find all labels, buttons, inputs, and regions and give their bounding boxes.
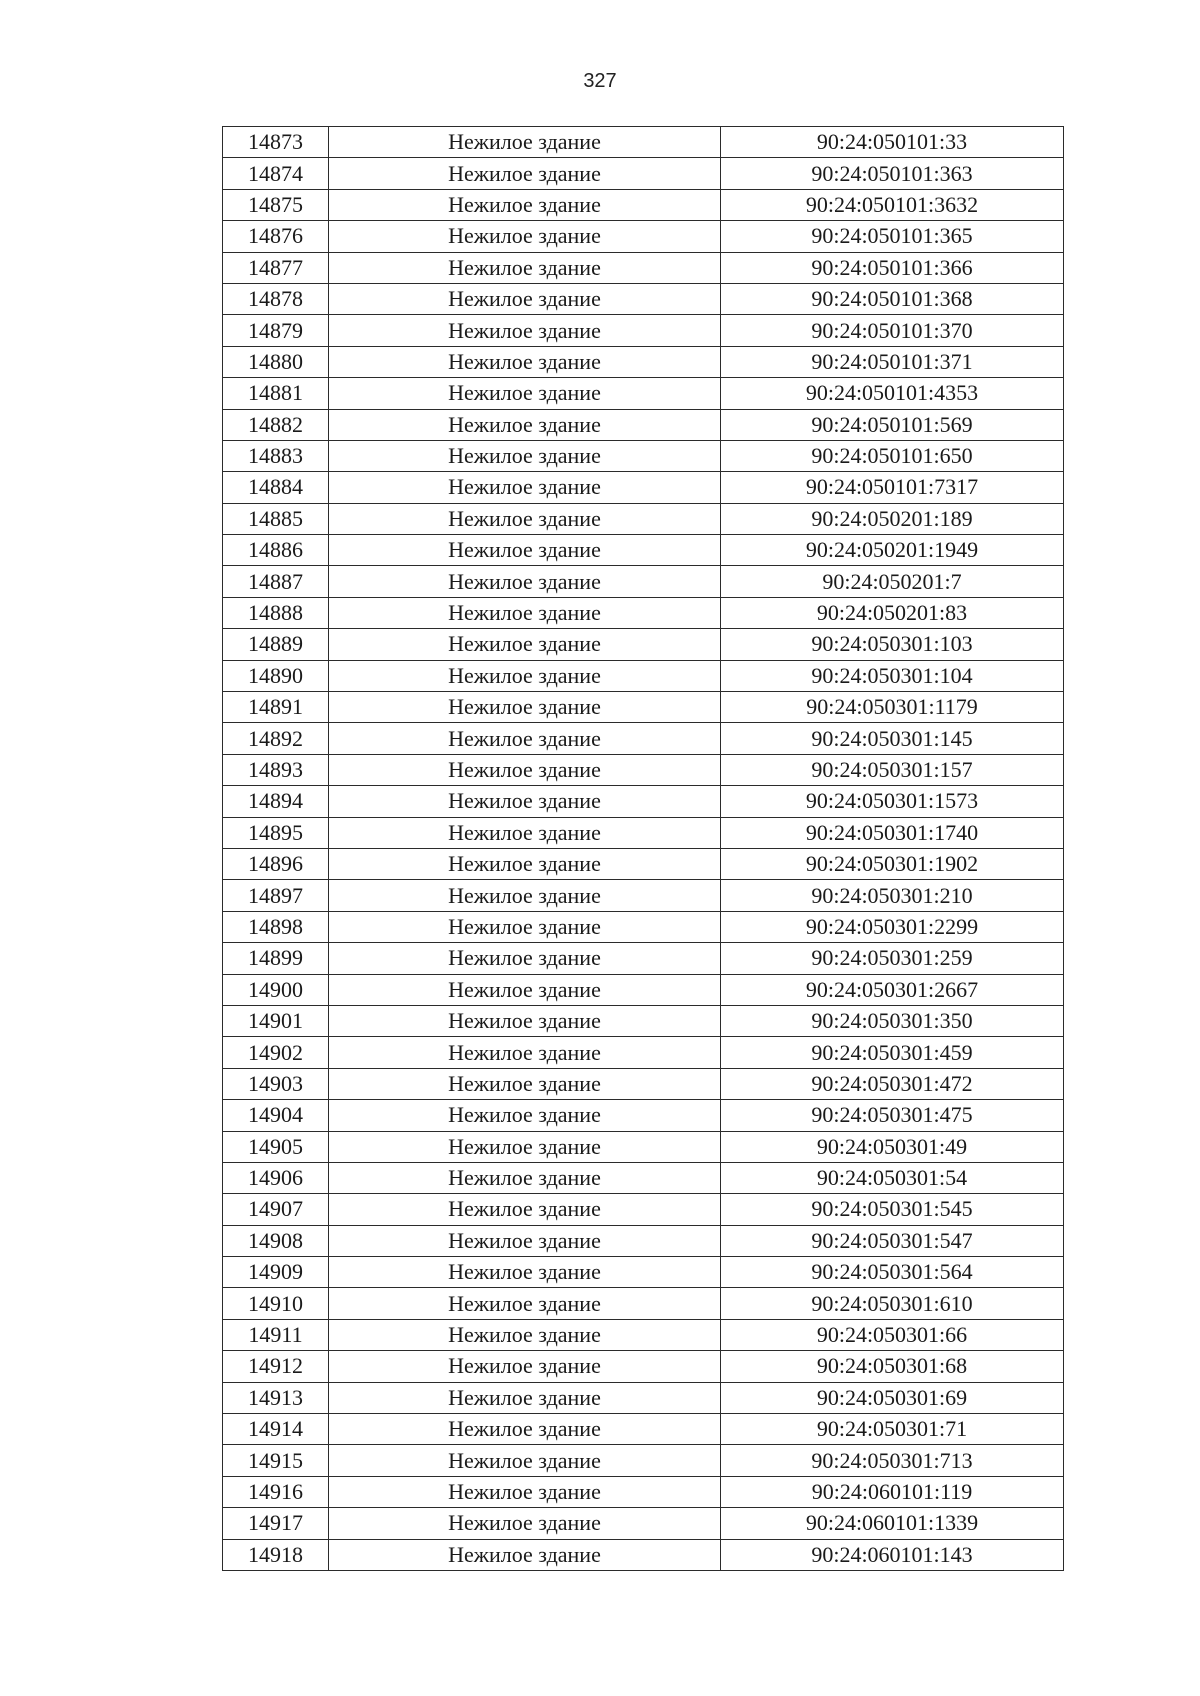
- object-type-cell: Нежилое здание: [329, 252, 721, 283]
- table-row: [223, 1445, 1064, 1476]
- object-type-cell: Нежилое здание: [329, 566, 721, 597]
- row-number-cell: 14913: [223, 1382, 329, 1413]
- row-number-cell: 14897: [223, 880, 329, 911]
- row-number-cell: 14890: [223, 660, 329, 691]
- table-row: [223, 1005, 1064, 1036]
- table-row: [223, 1476, 1064, 1507]
- object-type-cell: Нежилое здание: [329, 535, 721, 566]
- row-number-cell: 14900: [223, 974, 329, 1005]
- cadastral-number-cell: 90:24:050101:370: [721, 315, 1064, 346]
- table-row: [223, 1382, 1064, 1413]
- cadastral-number-cell: 90:24:050101:650: [721, 440, 1064, 471]
- table-row: [223, 848, 1064, 879]
- cadastral-number-cell: 90:24:050101:366: [721, 252, 1064, 283]
- row-number-cell: 14879: [223, 315, 329, 346]
- row-number-cell: 14909: [223, 1257, 329, 1288]
- cadastral-number-cell: 90:24:050301:1902: [721, 848, 1064, 879]
- row-number-cell: 14911: [223, 1319, 329, 1350]
- row-number-cell: 14907: [223, 1194, 329, 1225]
- object-type-cell: Нежилое здание: [329, 1319, 721, 1350]
- cadastral-number-cell: 90:24:050301:610: [721, 1288, 1064, 1319]
- object-type-cell: Нежилое здание: [329, 597, 721, 628]
- row-number-cell: 14898: [223, 911, 329, 942]
- row-number-cell: 14875: [223, 189, 329, 220]
- row-number-cell: 14903: [223, 1068, 329, 1099]
- cadastral-number-cell: 90:24:050101:371: [721, 346, 1064, 377]
- row-number-cell: 14873: [223, 127, 329, 158]
- table-row: [223, 1037, 1064, 1068]
- object-type-cell: Нежилое здание: [329, 1225, 721, 1256]
- object-type-cell: Нежилое здание: [329, 1382, 721, 1413]
- row-number-cell: 14899: [223, 943, 329, 974]
- object-type-cell: Нежилое здание: [329, 1257, 721, 1288]
- row-number-cell: 14888: [223, 597, 329, 628]
- cadastral-number-cell: 90:24:060101:1339: [721, 1508, 1064, 1539]
- object-type-cell: Нежилое здание: [329, 283, 721, 314]
- object-type-cell: Нежилое здание: [329, 629, 721, 660]
- object-type-cell: Нежилое здание: [329, 723, 721, 754]
- table-row: [223, 472, 1064, 503]
- row-number-cell: 14912: [223, 1351, 329, 1382]
- row-number-cell: 14918: [223, 1539, 329, 1570]
- object-type-cell: Нежилое здание: [329, 1037, 721, 1068]
- table-row: [223, 629, 1064, 660]
- row-number-cell: 14880: [223, 346, 329, 377]
- object-type-cell: Нежилое здание: [329, 943, 721, 974]
- cadastral-number-cell: 90:24:050301:475: [721, 1100, 1064, 1131]
- cadastral-number-cell: 90:24:050301:71: [721, 1414, 1064, 1445]
- table-row: [223, 1194, 1064, 1225]
- table-row: [223, 1257, 1064, 1288]
- cadastral-number-cell: 90:24:050301:145: [721, 723, 1064, 754]
- table-row: [223, 158, 1064, 189]
- cadastral-number-cell: 90:24:050301:459: [721, 1037, 1064, 1068]
- table-row: [223, 409, 1064, 440]
- object-type-cell: Нежилое здание: [329, 409, 721, 440]
- object-type-cell: Нежилое здание: [329, 1445, 721, 1476]
- cadastral-number-cell: 90:24:050301:157: [721, 754, 1064, 785]
- cadastral-number-cell: 90:24:050301:1740: [721, 817, 1064, 848]
- table-row: [223, 1539, 1064, 1570]
- row-number-cell: 14914: [223, 1414, 329, 1445]
- object-type-cell: Нежилое здание: [329, 1131, 721, 1162]
- row-number-cell: 14904: [223, 1100, 329, 1131]
- table-row: [223, 754, 1064, 785]
- cadastral-number-cell: 90:24:060101:119: [721, 1476, 1064, 1507]
- table-row: [223, 503, 1064, 534]
- object-type-cell: Нежилое здание: [329, 1288, 721, 1319]
- table-row: [223, 378, 1064, 409]
- row-number-cell: 14887: [223, 566, 329, 597]
- table-row: [223, 597, 1064, 628]
- table-row: [223, 786, 1064, 817]
- cadastral-number-cell: 90:24:050301:49: [721, 1131, 1064, 1162]
- object-type-cell: Нежилое здание: [329, 189, 721, 220]
- cadastral-number-cell: 90:24:050101:4353: [721, 378, 1064, 409]
- object-type-cell: Нежилое здание: [329, 127, 721, 158]
- table-row: [223, 692, 1064, 723]
- table-row: [223, 1351, 1064, 1382]
- table-body: [223, 127, 1064, 1571]
- row-number-cell: 14902: [223, 1037, 329, 1068]
- cadastral-number-cell: 90:24:050301:547: [721, 1225, 1064, 1256]
- row-number-cell: 14883: [223, 440, 329, 471]
- row-number-cell: 14884: [223, 472, 329, 503]
- cadastral-number-cell: 90:24:050301:68: [721, 1351, 1064, 1382]
- table-row: [223, 221, 1064, 252]
- cadastral-number-cell: 90:24:050301:2667: [721, 974, 1064, 1005]
- object-type-cell: Нежилое здание: [329, 1539, 721, 1570]
- object-type-cell: Нежилое здание: [329, 1414, 721, 1445]
- cadastral-number-cell: 90:24:050301:472: [721, 1068, 1064, 1099]
- registry-table: [222, 126, 1064, 1571]
- table-row: [223, 1100, 1064, 1131]
- cadastral-number-cell: 90:24:050301:564: [721, 1257, 1064, 1288]
- object-type-cell: Нежилое здание: [329, 346, 721, 377]
- row-number-cell: 14877: [223, 252, 329, 283]
- table-row: [223, 535, 1064, 566]
- row-number-cell: 14917: [223, 1508, 329, 1539]
- table-row: [223, 315, 1064, 346]
- cadastral-number-cell: 90:24:050101:569: [721, 409, 1064, 440]
- table-row: [223, 1162, 1064, 1193]
- object-type-cell: Нежилое здание: [329, 692, 721, 723]
- cadastral-number-cell: 90:24:050301:2299: [721, 911, 1064, 942]
- object-type-cell: Нежилое здание: [329, 1068, 721, 1099]
- object-type-cell: Нежилое здание: [329, 786, 721, 817]
- cadastral-number-cell: 90:24:050101:368: [721, 283, 1064, 314]
- table-row: [223, 723, 1064, 754]
- object-type-cell: Нежилое здание: [329, 158, 721, 189]
- table-row: [223, 660, 1064, 691]
- cadastral-number-cell: 90:24:050301:259: [721, 943, 1064, 974]
- row-number-cell: 14915: [223, 1445, 329, 1476]
- object-type-cell: Нежилое здание: [329, 1351, 721, 1382]
- table-row: [223, 1225, 1064, 1256]
- row-number-cell: 14908: [223, 1225, 329, 1256]
- object-type-cell: Нежилое здание: [329, 440, 721, 471]
- table-row: [223, 943, 1064, 974]
- table-row: [223, 974, 1064, 1005]
- cadastral-number-cell: 90:24:050301:210: [721, 880, 1064, 911]
- object-type-cell: Нежилое здание: [329, 911, 721, 942]
- table-row: [223, 1319, 1064, 1350]
- row-number-cell: 14876: [223, 221, 329, 252]
- object-type-cell: Нежилое здание: [329, 848, 721, 879]
- cadastral-number-cell: 90:24:050101:363: [721, 158, 1064, 189]
- object-type-cell: Нежилое здание: [329, 1508, 721, 1539]
- cadastral-number-cell: 90:24:050101:3632: [721, 189, 1064, 220]
- cadastral-number-cell: 90:24:050301:350: [721, 1005, 1064, 1036]
- row-number-cell: 14885: [223, 503, 329, 534]
- object-type-cell: Нежилое здание: [329, 880, 721, 911]
- table-row: [223, 346, 1064, 377]
- row-number-cell: 14886: [223, 535, 329, 566]
- table-row: [223, 283, 1064, 314]
- row-number-cell: 14893: [223, 754, 329, 785]
- table-row: [223, 127, 1064, 158]
- cadastral-number-cell: 90:24:050201:1949: [721, 535, 1064, 566]
- row-number-cell: 14894: [223, 786, 329, 817]
- table-row: [223, 817, 1064, 848]
- table-row: [223, 1414, 1064, 1445]
- object-type-cell: Нежилое здание: [329, 1476, 721, 1507]
- object-type-cell: Нежилое здание: [329, 1005, 721, 1036]
- row-number-cell: 14901: [223, 1005, 329, 1036]
- table-row: [223, 1508, 1064, 1539]
- cadastral-number-cell: 90:24:050301:69: [721, 1382, 1064, 1413]
- row-number-cell: 14895: [223, 817, 329, 848]
- object-type-cell: Нежилое здание: [329, 472, 721, 503]
- row-number-cell: 14891: [223, 692, 329, 723]
- table-row: [223, 1131, 1064, 1162]
- cadastral-number-cell: 90:24:050101:33: [721, 127, 1064, 158]
- object-type-cell: Нежилое здание: [329, 754, 721, 785]
- row-number-cell: 14878: [223, 283, 329, 314]
- row-number-cell: 14906: [223, 1162, 329, 1193]
- cadastral-number-cell: 90:24:050201:83: [721, 597, 1064, 628]
- cadastral-number-cell: 90:24:050301:713: [721, 1445, 1064, 1476]
- cadastral-number-cell: 90:24:050301:1179: [721, 692, 1064, 723]
- object-type-cell: Нежилое здание: [329, 503, 721, 534]
- object-type-cell: Нежилое здание: [329, 315, 721, 346]
- row-number-cell: 14916: [223, 1476, 329, 1507]
- cadastral-number-cell: 90:24:060101:143: [721, 1539, 1064, 1570]
- cadastral-number-cell: 90:24:050301:54: [721, 1162, 1064, 1193]
- cadastral-number-cell: 90:24:050301:104: [721, 660, 1064, 691]
- object-type-cell: Нежилое здание: [329, 1162, 721, 1193]
- row-number-cell: 14892: [223, 723, 329, 754]
- row-number-cell: 14882: [223, 409, 329, 440]
- row-number-cell: 14881: [223, 378, 329, 409]
- object-type-cell: Нежилое здание: [329, 221, 721, 252]
- cadastral-number-cell: 90:24:050201:189: [721, 503, 1064, 534]
- cadastral-number-cell: 90:24:050301:1573: [721, 786, 1064, 817]
- page-number: 327: [583, 70, 617, 92]
- row-number-cell: 14905: [223, 1131, 329, 1162]
- cadastral-number-cell: 90:24:050101:365: [721, 221, 1064, 252]
- object-type-cell: Нежилое здание: [329, 660, 721, 691]
- object-type-cell: Нежилое здание: [329, 817, 721, 848]
- table-row: [223, 252, 1064, 283]
- row-number-cell: 14896: [223, 848, 329, 879]
- object-type-cell: Нежилое здание: [329, 1194, 721, 1225]
- object-type-cell: Нежилое здание: [329, 1100, 721, 1131]
- cadastral-number-cell: 90:24:050101:7317: [721, 472, 1064, 503]
- cadastral-number-cell: 90:24:050301:103: [721, 629, 1064, 660]
- object-type-cell: Нежилое здание: [329, 378, 721, 409]
- row-number-cell: 14889: [223, 629, 329, 660]
- table-row: [223, 1288, 1064, 1319]
- cadastral-number-cell: 90:24:050301:545: [721, 1194, 1064, 1225]
- row-number-cell: 14874: [223, 158, 329, 189]
- table-row: [223, 440, 1064, 471]
- object-type-cell: Нежилое здание: [329, 974, 721, 1005]
- table-row: [223, 911, 1064, 942]
- table-row: [223, 189, 1064, 220]
- table-row: [223, 1068, 1064, 1099]
- cadastral-number-cell: 90:24:050301:66: [721, 1319, 1064, 1350]
- table-row: [223, 566, 1064, 597]
- row-number-cell: 14910: [223, 1288, 329, 1319]
- cadastral-number-cell: 90:24:050201:7: [721, 566, 1064, 597]
- table-row: [223, 880, 1064, 911]
